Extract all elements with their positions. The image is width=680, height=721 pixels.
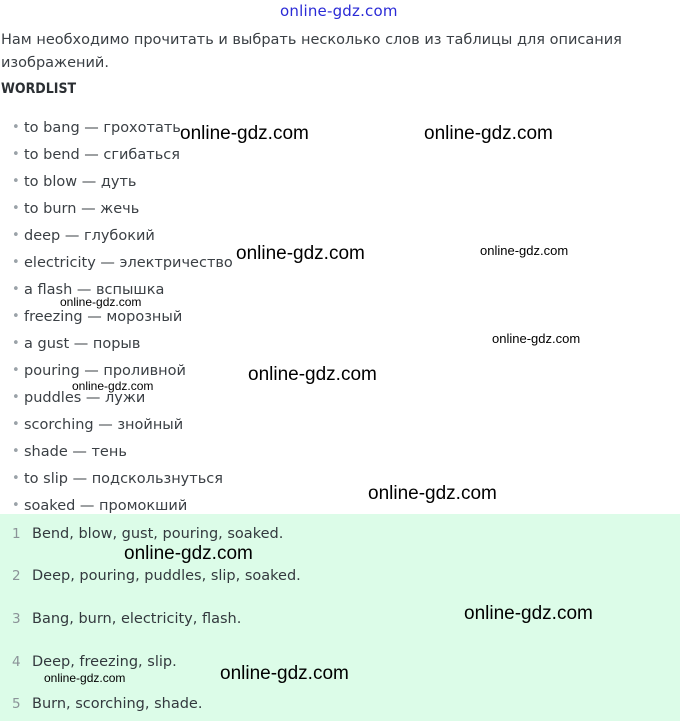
word-entry: to burn — жечь	[24, 201, 140, 217]
list-item	[0, 441, 233, 468]
bullet-icon: •	[12, 228, 20, 243]
watermark: online-gdz.com	[480, 243, 569, 258]
word-entry: soaked — промокший	[24, 498, 188, 514]
watermark: online-gdz.com	[180, 123, 309, 144]
word-entry: to slip — подскользнуться	[24, 471, 223, 487]
intro-text: Нам необходимо прочитать и выбрать несколько слов из таблицы для описания изображений.	[1, 32, 622, 71]
watermark: online-gdz.com	[124, 543, 253, 564]
bullet-icon: •	[12, 201, 20, 216]
word-entry: a gust — порыв	[24, 336, 141, 352]
wordlist	[0, 117, 233, 522]
bullet-icon: •	[12, 282, 20, 297]
word-entry: freezing — морозный	[24, 309, 183, 325]
list-item	[0, 225, 233, 252]
answer-number: 3	[12, 611, 21, 627]
bullet-icon: •	[12, 498, 20, 513]
word-entry: pouring — проливной	[24, 363, 186, 379]
watermark: online-gdz.com	[248, 364, 377, 385]
word-entry: to bend — сгибаться	[24, 147, 180, 163]
bullet-icon: •	[12, 147, 20, 162]
watermark: online-gdz.com	[368, 483, 497, 504]
list-item	[0, 468, 233, 495]
bullet-icon: •	[12, 390, 20, 405]
answer-text: Deep, freezing, slip.	[32, 654, 177, 670]
answer-number: 2	[12, 568, 21, 584]
answer-text: Burn, scorching, shade.	[32, 696, 203, 712]
bullet-icon: •	[12, 309, 20, 324]
bullet-icon: •	[12, 363, 20, 378]
watermark: online-gdz.com	[44, 671, 126, 685]
list-item	[0, 171, 233, 198]
word-entry: to bang — грохотать	[24, 120, 181, 136]
answer-number: 5	[12, 696, 21, 712]
watermark: online-gdz.com	[492, 331, 581, 346]
watermark: online-gdz.com	[220, 663, 349, 684]
list-item	[0, 306, 233, 333]
bullet-icon: •	[12, 444, 20, 459]
watermark: online-gdz.com	[424, 123, 553, 144]
bullet-icon: •	[12, 174, 20, 189]
list-item	[0, 333, 233, 360]
answer-text: Deep, pouring, puddles, slip, soaked.	[32, 568, 301, 584]
answer-number: 1	[12, 526, 21, 542]
watermark: online-gdz.com	[464, 603, 593, 624]
list-item	[0, 252, 233, 279]
word-entry: scorching — знойный	[24, 417, 184, 433]
watermark: online-gdz.com	[60, 295, 142, 309]
word-entry: to blow — дуть	[24, 174, 137, 190]
word-entry: shade — тень	[24, 444, 127, 460]
header-watermark: online-gdz.com	[280, 2, 398, 20]
list-item	[0, 198, 233, 225]
wordlist-title: WORDLIST	[1, 81, 77, 97]
word-entry: a flash — вспышка	[24, 282, 165, 298]
bullet-icon: •	[12, 120, 20, 135]
word-entry: electricity — электричество	[24, 255, 233, 271]
answer-number: 4	[12, 654, 21, 670]
list-item	[0, 144, 233, 171]
bullet-icon: •	[12, 336, 20, 351]
watermark: online-gdz.com	[72, 379, 154, 393]
bullet-icon: •	[12, 255, 20, 270]
answer-text: Bend, blow, gust, pouring, soaked.	[32, 526, 284, 542]
answer-text: Bang, burn, electricity, flash.	[32, 611, 242, 627]
word-entry: puddles — лужи	[24, 390, 146, 406]
word-entry: deep — глубокий	[24, 228, 155, 244]
list-item	[0, 414, 233, 441]
watermark: online-gdz.com	[236, 243, 365, 264]
bullet-icon: •	[12, 417, 20, 432]
bullet-icon: •	[12, 471, 20, 486]
